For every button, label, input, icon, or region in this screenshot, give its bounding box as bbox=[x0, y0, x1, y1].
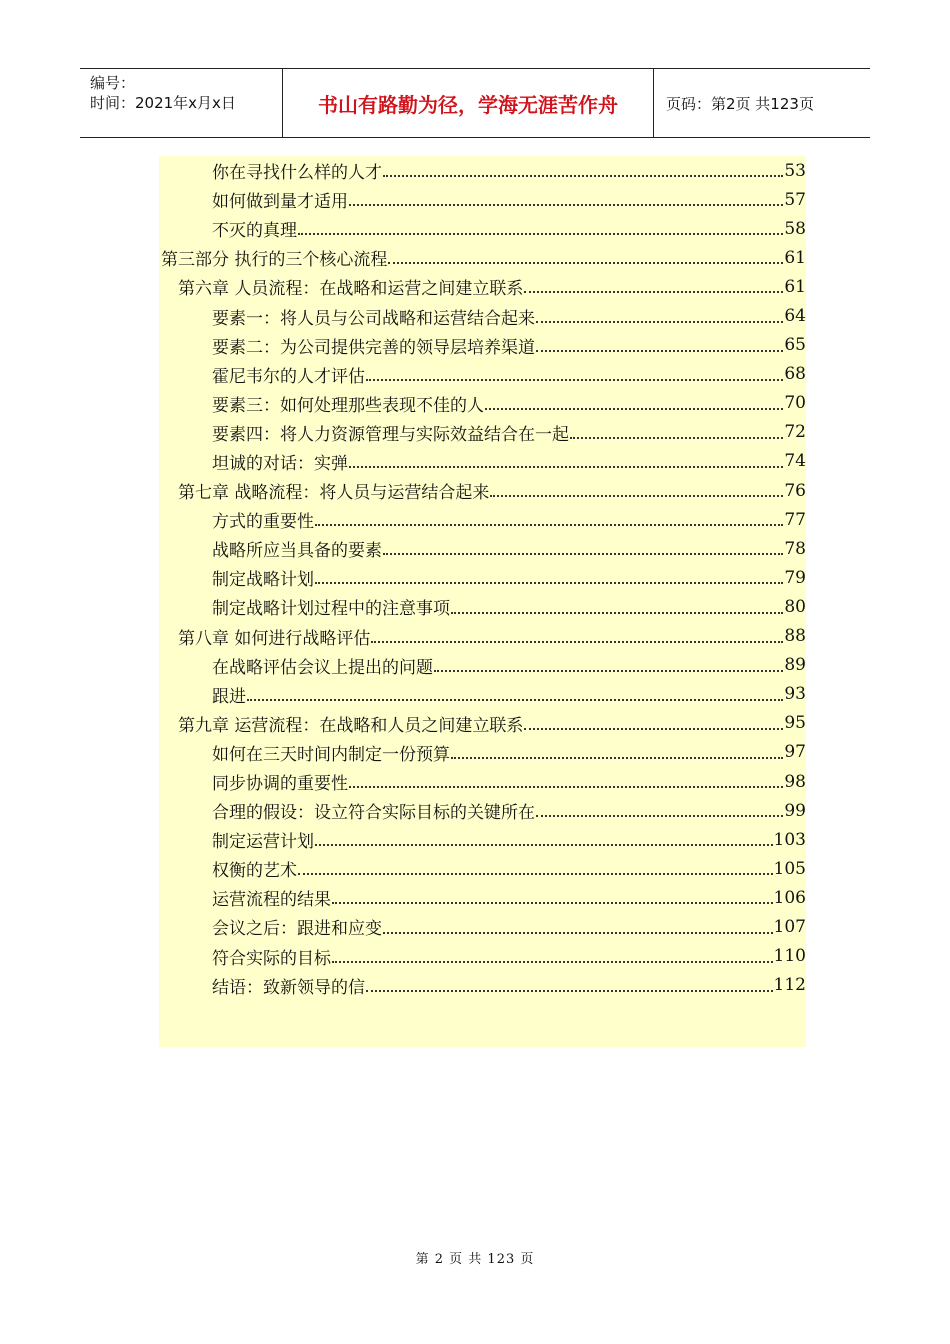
page-header bbox=[80, 68, 870, 138]
toc-dot-leader bbox=[366, 379, 783, 381]
toc-entry-page: 65 bbox=[784, 335, 806, 356]
toc-entry-title: 坦诚的对话：实弹 bbox=[212, 453, 348, 474]
toc-entry[interactable] bbox=[159, 825, 806, 854]
toc-entry-title: 第九章 运营流程：在战略和人员之间建立联系 bbox=[178, 715, 524, 736]
toc-dot-leader bbox=[383, 553, 783, 555]
toc-entry[interactable] bbox=[159, 622, 806, 651]
toc-entry[interactable] bbox=[159, 738, 806, 767]
header-meta bbox=[80, 69, 282, 137]
toc-entry[interactable] bbox=[159, 156, 806, 185]
toc-dot-leader bbox=[371, 641, 783, 643]
toc-entry[interactable] bbox=[159, 651, 806, 680]
toc-entry-title: 第七章 战略流程：将人员与运营结合起来 bbox=[178, 483, 490, 504]
toc-entry-page: 99 bbox=[784, 800, 806, 821]
toc-entry-page: 97 bbox=[784, 742, 806, 763]
toc-entry-page: 74 bbox=[784, 451, 806, 472]
toc-entry-title: 制定战略计划 bbox=[212, 570, 314, 591]
toc-entry-page: 57 bbox=[784, 189, 806, 210]
number-label: 编号： bbox=[90, 74, 136, 92]
toc-dot-leader bbox=[383, 932, 773, 934]
toc-entry-page: 76 bbox=[784, 480, 806, 501]
toc-dot-leader bbox=[298, 873, 773, 875]
toc-entry-page: 89 bbox=[784, 655, 806, 676]
toc-entry-page: 107 bbox=[773, 916, 806, 937]
toc-entry-page: 68 bbox=[784, 364, 806, 385]
toc-empty-area bbox=[159, 1000, 806, 1047]
toc-entry-title: 如何做到量才适用 bbox=[212, 192, 348, 213]
toc-entry-title: 要素三：如何处理那些表现不佳的人 bbox=[212, 395, 484, 416]
toc-entry-page: 110 bbox=[773, 946, 806, 967]
toc-entry-title: 要素二：为公司提供完善的领导层培养渠道 bbox=[212, 337, 535, 358]
toc-dot-leader bbox=[451, 612, 783, 614]
toc-entry-page: 61 bbox=[784, 276, 806, 297]
toc-entry-page: 103 bbox=[773, 829, 806, 850]
toc-entry[interactable] bbox=[159, 709, 806, 738]
toc-entry-page: 105 bbox=[773, 858, 806, 879]
toc-entry-page: 61 bbox=[784, 247, 806, 268]
toc-dot-leader bbox=[315, 524, 783, 526]
toc-dot-leader bbox=[485, 408, 783, 410]
toc-entry-page: 64 bbox=[784, 306, 806, 327]
toc-entry[interactable] bbox=[159, 331, 806, 360]
toc-entry[interactable] bbox=[159, 243, 806, 272]
toc-dot-leader bbox=[570, 437, 783, 439]
toc-entry-title: 第八章 如何进行战略评估 bbox=[178, 628, 371, 649]
toc-entry[interactable] bbox=[159, 418, 806, 447]
toc-dot-leader bbox=[383, 175, 783, 177]
toc-entry[interactable] bbox=[159, 592, 806, 621]
toc-dot-leader bbox=[366, 990, 773, 992]
toc-entry-page: 79 bbox=[784, 567, 806, 588]
toc-entry-page: 78 bbox=[784, 538, 806, 559]
toc-entry-page: 98 bbox=[784, 771, 806, 792]
toc-dot-leader bbox=[536, 321, 783, 323]
toc-entry[interactable] bbox=[159, 971, 806, 1000]
toc-entry-title: 制定运营计划 bbox=[212, 832, 314, 853]
toc-entry-title: 你在寻找什么样的人才 bbox=[212, 163, 382, 184]
toc-entry-title: 权衡的艺术 bbox=[212, 861, 297, 882]
toc-dot-leader bbox=[524, 291, 783, 293]
toc-entry[interactable] bbox=[159, 912, 806, 941]
toc-entry-title: 符合实际的目标 bbox=[212, 948, 331, 969]
time-label: 时间：2021年x月x日 bbox=[90, 94, 236, 112]
toc-entry-title: 如何在三天时间内制定一份预算 bbox=[212, 744, 450, 765]
toc-entry[interactable] bbox=[159, 854, 806, 883]
toc-dot-leader bbox=[315, 844, 773, 846]
toc-entry-title: 不灭的真理 bbox=[212, 221, 297, 242]
toc-dot-leader bbox=[349, 204, 783, 206]
toc-entry[interactable] bbox=[159, 476, 806, 505]
toc-entry-title: 要素一：将人员与公司战略和运营结合起来 bbox=[212, 308, 535, 329]
toc-entry[interactable] bbox=[159, 301, 806, 330]
toc-dot-leader bbox=[388, 262, 783, 264]
toc-entry[interactable] bbox=[159, 563, 806, 592]
toc-entry-page: 93 bbox=[784, 684, 806, 705]
toc-entry-title: 要素四：将人力资源管理与实际效益结合在一起 bbox=[212, 424, 569, 445]
toc-entry-page: 95 bbox=[784, 713, 806, 734]
toc-entry[interactable] bbox=[159, 505, 806, 534]
toc-entry[interactable] bbox=[159, 767, 806, 796]
toc-dot-leader bbox=[434, 670, 783, 672]
toc-entry-title: 运营流程的结果 bbox=[212, 890, 331, 911]
toc-entry-title: 霍尼韦尔的人才评估 bbox=[212, 366, 365, 387]
toc-entry[interactable] bbox=[159, 883, 806, 912]
toc-entry-page: 77 bbox=[784, 509, 806, 530]
toc-dot-leader bbox=[451, 757, 783, 759]
toc-entry-page: 72 bbox=[784, 422, 806, 443]
toc-entry-page: 112 bbox=[773, 975, 806, 996]
toc-entry-title: 第三部分 执行的三个核心流程 bbox=[161, 250, 388, 271]
toc-entry[interactable] bbox=[159, 534, 806, 563]
toc-entry[interactable] bbox=[159, 942, 806, 971]
toc-entry-page: 88 bbox=[784, 626, 806, 647]
page-footer: 第 2 页 共 123 页 bbox=[415, 1252, 535, 1267]
toc-entry[interactable] bbox=[159, 360, 806, 389]
toc-dot-leader bbox=[524, 728, 783, 730]
header-page-info: 页码：第2页 共123页 bbox=[666, 94, 814, 113]
toc-entry-title: 会议之后：跟进和应变 bbox=[212, 919, 382, 940]
toc-dot-leader bbox=[490, 495, 783, 497]
toc-entry-title: 方式的重要性 bbox=[212, 512, 314, 533]
toc-dot-leader bbox=[349, 786, 783, 788]
toc-entry-title: 跟进 bbox=[212, 686, 246, 707]
toc-entry[interactable] bbox=[159, 185, 806, 214]
toc-dot-leader bbox=[332, 961, 773, 963]
toc-dot-leader bbox=[536, 350, 783, 352]
toc-entry[interactable] bbox=[159, 447, 806, 476]
toc-dot-leader bbox=[298, 233, 783, 235]
table-of-contents bbox=[159, 156, 806, 1047]
toc-entry-title: 同步协调的重要性 bbox=[212, 774, 348, 795]
toc-dot-leader bbox=[315, 582, 783, 584]
toc-entry-page: 53 bbox=[784, 160, 806, 181]
toc-entry-title: 在战略评估会议上提出的问题 bbox=[212, 657, 433, 678]
toc-entry[interactable] bbox=[159, 796, 806, 825]
toc-entry-page: 80 bbox=[784, 596, 806, 617]
header-motto: 书山有路勤为径，学海无涯苦作舟 bbox=[282, 69, 654, 137]
toc-dot-leader bbox=[349, 466, 783, 468]
toc-entry-page: 70 bbox=[784, 393, 806, 414]
toc-entry-title: 合理的假设：设立符合实际目标的关键所在 bbox=[212, 803, 535, 824]
toc-dot-leader bbox=[247, 699, 783, 701]
toc-entry-title: 第六章 人员流程：在战略和运营之间建立联系 bbox=[178, 279, 524, 300]
toc-dot-leader bbox=[536, 815, 783, 817]
toc-entry[interactable] bbox=[159, 680, 806, 709]
toc-entry-page: 58 bbox=[784, 218, 806, 239]
toc-entry-title: 战略所应当具备的要素 bbox=[212, 541, 382, 562]
toc-entry[interactable] bbox=[159, 214, 806, 243]
toc-entry-page: 106 bbox=[773, 887, 806, 908]
toc-entry-title: 制定战略计划过程中的注意事项 bbox=[212, 599, 450, 620]
toc-dot-leader bbox=[332, 902, 773, 904]
toc-entry[interactable] bbox=[159, 389, 806, 418]
toc-entry[interactable] bbox=[159, 272, 806, 301]
toc-entry-title: 结语：致新领导的信 bbox=[212, 977, 365, 998]
